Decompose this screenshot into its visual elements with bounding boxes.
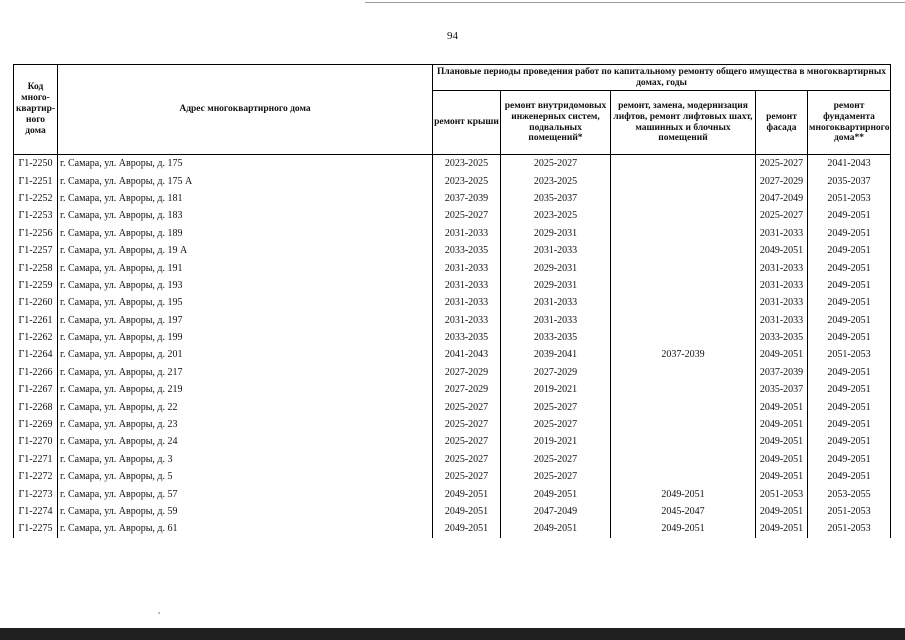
row-roof-period: 2031-2033 [433,312,501,329]
table-row [14,433,891,450]
row-engineering-period: 2025-2027 [501,468,611,485]
row-address: г. Самара, ул. Авроры, д. 183 [58,207,433,224]
row-facade-period: 2031-2033 [756,294,808,311]
row-code: Г1-2252 [14,190,58,207]
row-roof-period: 2025-2027 [433,433,501,450]
row-code: Г1-2271 [14,451,58,468]
row-foundation-period: 2049-2051 [808,398,891,415]
row-address: г. Самара, ул. Авроры, д. 3 [58,451,433,468]
row-address: г. Самара, ул. Авроры, д. 24 [58,433,433,450]
header-code: Код много-квартир-ного дома [14,65,58,155]
row-elevators-period [611,381,756,398]
row-facade-period: 2049-2051 [756,242,808,259]
row-roof-period: 2031-2033 [433,277,501,294]
row-elevators-period [611,242,756,259]
row-code: Г1-2273 [14,485,58,502]
row-roof-period: 2023-2025 [433,172,501,189]
row-engineering-period: 2049-2051 [501,485,611,502]
row-elevators-period [611,451,756,468]
row-code: Г1-2269 [14,416,58,433]
row-facade-period: 2049-2051 [756,451,808,468]
row-elevators-period [611,155,756,173]
table-row [14,190,891,207]
row-engineering-period: 2019-2021 [501,381,611,398]
table-row [14,172,891,189]
row-address: г. Самара, ул. Авроры, д. 219 [58,381,433,398]
row-elevators-period: 2037-2039 [611,346,756,363]
row-facade-period: 2031-2033 [756,259,808,276]
row-address: г. Самара, ул. Авроры, д. 199 [58,329,433,346]
row-engineering-period: 2025-2027 [501,451,611,468]
row-foundation-period: 2049-2051 [808,225,891,242]
row-address: г. Самара, ул. Авроры, д. 201 [58,346,433,363]
row-engineering-period: 2025-2027 [501,398,611,415]
row-facade-period: 2025-2027 [756,207,808,224]
row-elevators-period [611,190,756,207]
row-foundation-period: 2049-2051 [808,312,891,329]
row-address: г. Самара, ул. Авроры, д. 191 [58,259,433,276]
row-code: Г1-2250 [14,155,58,173]
row-address: г. Самара, ул. Авроры, д. 19 А [58,242,433,259]
row-engineering-period: 2031-2033 [501,294,611,311]
header-planned-periods: Плановые периоды проведения работ по капитальному ремонту общего имущества в многоквартирных домах, годы [433,65,891,91]
row-address: г. Самара, ул. Авроры, д. 22 [58,398,433,415]
row-code: Г1-2270 [14,433,58,450]
row-engineering-period: 2025-2027 [501,155,611,173]
row-elevators-period [611,364,756,381]
row-address: г. Самара, ул. Авроры, д. 5 [58,468,433,485]
row-facade-period: 2049-2051 [756,398,808,415]
row-foundation-period: 2051-2053 [808,520,891,537]
row-foundation-period: 2049-2051 [808,468,891,485]
table-row [14,451,891,468]
row-roof-period: 2027-2029 [433,381,501,398]
row-facade-period: 2049-2051 [756,416,808,433]
row-roof-period: 2031-2033 [433,225,501,242]
row-engineering-period: 2031-2033 [501,242,611,259]
row-foundation-period: 2049-2051 [808,381,891,398]
row-engineering-period: 2039-2041 [501,346,611,363]
scan-bottom-band [0,628,905,640]
header-roof: ремонт крыши [433,91,501,155]
row-address: г. Самара, ул. Авроры, д. 175 [58,155,433,173]
row-facade-period: 2025-2027 [756,155,808,173]
row-code: Г1-2251 [14,172,58,189]
row-engineering-period: 2029-2031 [501,277,611,294]
table-row [14,485,891,502]
row-elevators-period [611,398,756,415]
row-elevators-period [611,329,756,346]
row-foundation-period: 2049-2051 [808,329,891,346]
row-code: Г1-2262 [14,329,58,346]
row-engineering-period: 2019-2021 [501,433,611,450]
row-address: г. Самара, ул. Авроры, д. 181 [58,190,433,207]
table-row [14,312,891,329]
row-foundation-period: 2041-2043 [808,155,891,173]
table-row [14,416,891,433]
row-engineering-period: 2047-2049 [501,503,611,520]
top-rule [365,2,905,3]
row-address: г. Самара, ул. Авроры, д. 193 [58,277,433,294]
header-elevators: ремонт, замена, модернизация лифтов, ремонт лифтовых шахт, машинных и блочных помещений [611,91,756,155]
row-elevators-period: 2049-2051 [611,520,756,537]
row-address: г. Самара, ул. Авроры, д. 195 [58,294,433,311]
row-engineering-period: 2027-2029 [501,364,611,381]
row-foundation-period: 2051-2053 [808,503,891,520]
table-row [14,520,891,537]
row-engineering-period: 2023-2025 [501,207,611,224]
table-row [14,259,891,276]
row-engineering-period: 2023-2025 [501,172,611,189]
row-roof-period: 2031-2033 [433,259,501,276]
table-row [14,346,891,363]
row-code: Г1-2259 [14,277,58,294]
row-elevators-period [611,294,756,311]
row-elevators-period [611,433,756,450]
header-foundation: ремонт фундамента многоквартирного дома** [808,91,891,155]
row-facade-period: 2049-2051 [756,520,808,537]
row-address: г. Самара, ул. Авроры, д. 59 [58,503,433,520]
row-facade-period: 2035-2037 [756,381,808,398]
row-facade-period: 2049-2051 [756,503,808,520]
row-elevators-period: 2049-2051 [611,485,756,502]
row-roof-period: 2023-2025 [433,155,501,173]
row-code: Г1-2261 [14,312,58,329]
row-roof-period: 2049-2051 [433,520,501,537]
row-foundation-period: 2049-2051 [808,294,891,311]
scan-mark: , [158,605,161,615]
table-row [14,329,891,346]
row-foundation-period: 2049-2051 [808,207,891,224]
row-code: Г1-2267 [14,381,58,398]
row-facade-period: 2031-2033 [756,277,808,294]
row-code: Г1-2272 [14,468,58,485]
row-address: г. Самара, ул. Авроры, д. 61 [58,520,433,537]
row-engineering-period: 2049-2051 [501,520,611,537]
row-elevators-period [611,172,756,189]
row-elevators-period [611,207,756,224]
row-foundation-period: 2049-2051 [808,416,891,433]
row-roof-period: 2049-2051 [433,503,501,520]
row-address: г. Самара, ул. Авроры, д. 57 [58,485,433,502]
table-body [14,155,891,538]
row-engineering-period: 2029-2031 [501,225,611,242]
row-facade-period: 2049-2051 [756,468,808,485]
row-roof-period: 2031-2033 [433,294,501,311]
row-engineering-period: 2031-2033 [501,312,611,329]
row-foundation-period: 2051-2053 [808,346,891,363]
table-row [14,225,891,242]
header-address: Адрес многоквартирного дома [58,65,433,155]
table-row [14,207,891,224]
table-row [14,242,891,259]
row-engineering-period: 2033-2035 [501,329,611,346]
row-engineering-period: 2029-2031 [501,259,611,276]
row-roof-period: 2025-2027 [433,451,501,468]
row-roof-period: 2033-2035 [433,329,501,346]
header-facade: ремонт фасада [756,91,808,155]
row-facade-period: 2049-2051 [756,346,808,363]
row-foundation-period: 2049-2051 [808,451,891,468]
row-roof-period: 2041-2043 [433,346,501,363]
row-foundation-period: 2049-2051 [808,364,891,381]
row-foundation-period: 2049-2051 [808,259,891,276]
row-elevators-period [611,225,756,242]
row-code: Г1-2275 [14,520,58,537]
row-code: Г1-2266 [14,364,58,381]
row-elevators-period [611,277,756,294]
row-roof-period: 2027-2029 [433,364,501,381]
row-roof-period: 2037-2039 [433,190,501,207]
row-elevators-period [611,416,756,433]
table-row [14,398,891,415]
header-engineering: ремонт внутридомовых инженерных систем, подвальных помещений* [501,91,611,155]
row-address: г. Самара, ул. Авроры, д. 175 А [58,172,433,189]
table-row [14,503,891,520]
row-foundation-period: 2035-2037 [808,172,891,189]
row-roof-period: 2025-2027 [433,468,501,485]
row-facade-period: 2047-2049 [756,190,808,207]
row-code: Г1-2256 [14,225,58,242]
row-roof-period: 2033-2035 [433,242,501,259]
row-roof-period: 2025-2027 [433,207,501,224]
row-code: Г1-2268 [14,398,58,415]
row-foundation-period: 2049-2051 [808,242,891,259]
table-row [14,294,891,311]
page-number: 94 [447,30,458,42]
row-elevators-period [611,468,756,485]
row-code: Г1-2260 [14,294,58,311]
row-facade-period: 2033-2035 [756,329,808,346]
row-elevators-period: 2045-2047 [611,503,756,520]
row-facade-period: 2031-2033 [756,312,808,329]
row-elevators-period [611,259,756,276]
row-roof-period: 2049-2051 [433,485,501,502]
table-row [14,364,891,381]
row-foundation-period: 2049-2051 [808,433,891,450]
table-row [14,381,891,398]
row-address: г. Самара, ул. Авроры, д. 197 [58,312,433,329]
table-row [14,155,891,173]
row-foundation-period: 2053-2055 [808,485,891,502]
row-roof-period: 2025-2027 [433,416,501,433]
row-engineering-period: 2035-2037 [501,190,611,207]
row-code: Г1-2253 [14,207,58,224]
row-address: г. Самара, ул. Авроры, д. 189 [58,225,433,242]
table-row [14,468,891,485]
row-roof-period: 2025-2027 [433,398,501,415]
row-facade-period: 2031-2033 [756,225,808,242]
row-address: г. Самара, ул. Авроры, д. 23 [58,416,433,433]
row-facade-period: 2027-2029 [756,172,808,189]
row-address: г. Самара, ул. Авроры, д. 217 [58,364,433,381]
row-foundation-period: 2051-2053 [808,190,891,207]
row-engineering-period: 2025-2027 [501,416,611,433]
table-row [14,277,891,294]
row-foundation-period: 2049-2051 [808,277,891,294]
row-facade-period: 2037-2039 [756,364,808,381]
row-code: Г1-2257 [14,242,58,259]
row-facade-period: 2051-2053 [756,485,808,502]
row-code: Г1-2274 [14,503,58,520]
row-code: Г1-2258 [14,259,58,276]
row-code: Г1-2264 [14,346,58,363]
row-elevators-period [611,312,756,329]
row-facade-period: 2049-2051 [756,433,808,450]
capital-repair-table [13,64,891,538]
